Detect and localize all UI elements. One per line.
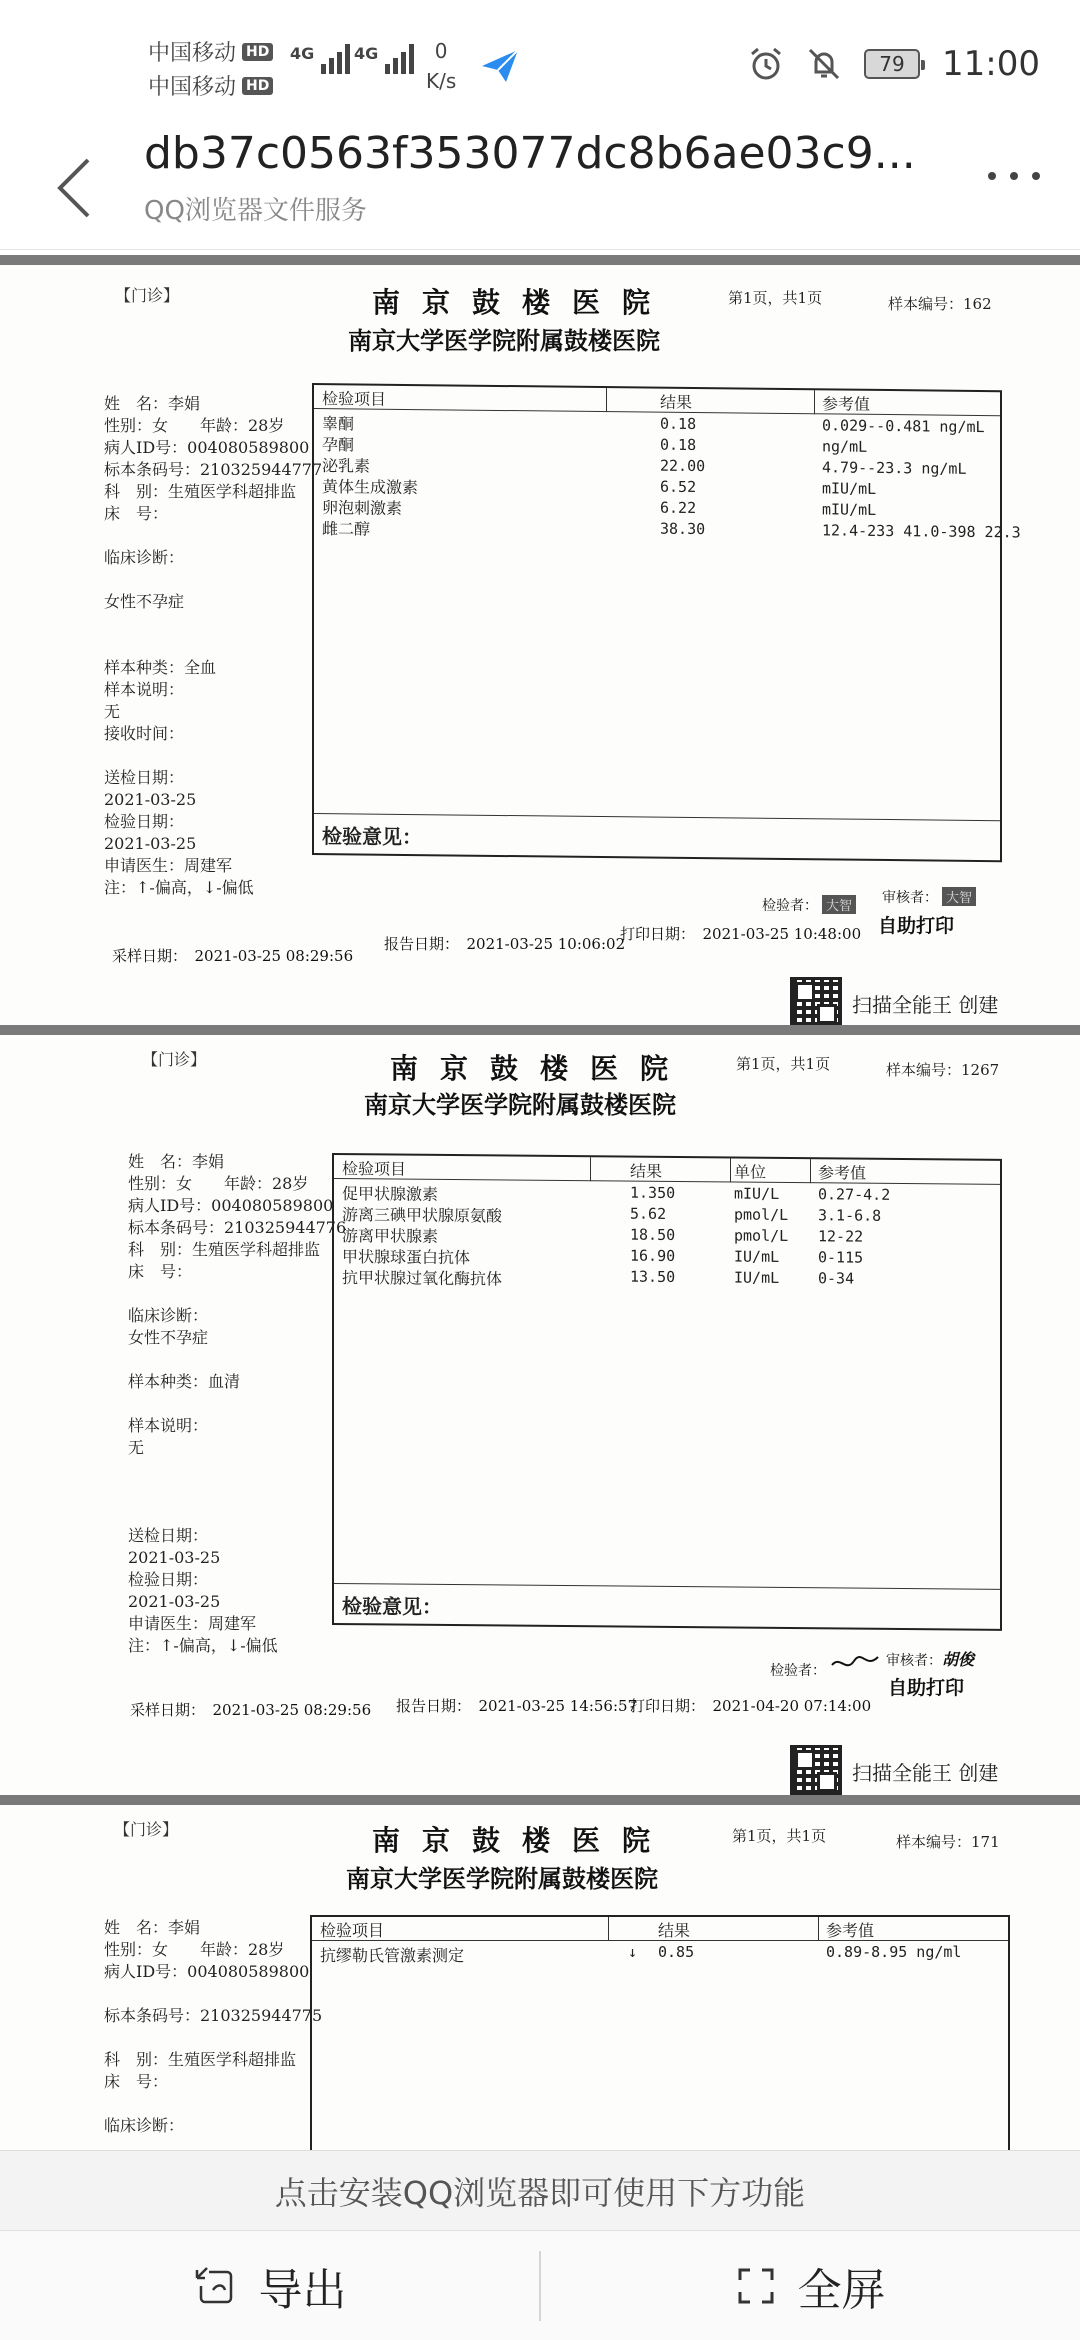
patient-info-line: 病人ID号：004080589800 <box>128 1196 334 1215</box>
patient-info <box>104 393 322 899</box>
result-item: 促甲状腺激素 <box>342 1184 439 1204</box>
network-type-1: 4G <box>290 44 315 63</box>
patient-info-line: 样本说明： <box>128 1416 209 1435</box>
patient-info-line <box>128 1503 346 1525</box>
export-label: 导出 <box>258 2264 347 2316</box>
sample-date: 采样日期： 2021-03-25 08:29:56 <box>130 1701 372 1719</box>
result-result: 16.90 <box>630 1246 676 1265</box>
patient-info-line: 注：↑-偏高，↓-偏低 <box>104 878 254 897</box>
report-page-3 <box>0 1795 1080 2155</box>
fullscreen-label: 全屏 <box>797 2264 886 2316</box>
more-options-icon[interactable] <box>988 172 1040 180</box>
patient-info-line: 临床诊断： <box>128 1306 209 1325</box>
signal-icon-2 <box>354 44 414 74</box>
patient-info-line: 临床诊断： <box>104 2116 185 2135</box>
hospital-full-name: 南京大学医学院附属鼓楼医院 <box>346 1864 658 1893</box>
result-item: 抗缪勒氏管激素测定 <box>320 1946 465 1965</box>
result-ref: 4.79--23.3 ng/mL <box>822 458 967 478</box>
result-item: 游离三碘甲状腺原氨酸 <box>342 1205 503 1226</box>
result-row <box>312 1943 1008 1964</box>
export-button[interactable] <box>0 2231 539 2340</box>
patient-info-line <box>128 1481 346 1503</box>
patient-info-line: 科 别：生殖医学科超排监 <box>104 2050 297 2069</box>
patient-info-line: 2021-03-25 <box>128 1592 221 1611</box>
clock: 11:00 <box>942 44 1040 84</box>
fullscreen-button[interactable] <box>541 2231 1080 2340</box>
alarm-icon <box>748 46 784 82</box>
result-ref: 0.89-8.95 ng/ml <box>826 1943 962 1961</box>
result-result: 0.18 <box>660 414 697 434</box>
patient-info-line: 科 别：生殖医学科超排监 <box>128 1240 321 1259</box>
header-item: 检验项目 <box>320 1921 385 1940</box>
patient-info-line <box>104 613 322 635</box>
result-unit: IU/mL <box>734 1268 780 1287</box>
result-unit: IU/mL <box>734 1247 780 1266</box>
patient-info-line: 2021-03-25 <box>104 790 197 809</box>
report-date: 报告日期： 2021-03-25 10:06:02 <box>384 935 626 953</box>
reviewer-signature <box>886 1647 974 1670</box>
clinic-label: 【门诊】 <box>142 1050 207 1069</box>
result-ref: 12.4-233 41.0-398 22.3 <box>822 521 1021 542</box>
header-ref: 参考值 <box>822 394 871 414</box>
patient-info-line <box>128 1459 346 1481</box>
reviewer-label: 审核者： <box>886 1653 942 1669</box>
patient-info-line: 床 号： <box>104 504 169 523</box>
patient-info <box>128 1151 346 1657</box>
result-item: 睾酮 <box>322 414 355 434</box>
result-ref: 12-22 <box>818 1227 864 1246</box>
patient-info-line: 2021-03-25 <box>104 834 197 853</box>
report-page-2 <box>0 1025 1080 1795</box>
header-result: 结果 <box>630 1161 663 1181</box>
install-banner[interactable] <box>0 2150 1080 2230</box>
signal-icon-1 <box>290 44 350 74</box>
print-date: 打印日期： 2021-03-25 10:48:00 <box>620 925 862 943</box>
patient-info-line: 姓 名：李娟 <box>128 1152 225 1171</box>
send-icon <box>480 48 520 84</box>
patient-info-line: 标本条码号：210325944777 <box>104 460 323 479</box>
speed-value: 0 <box>434 39 448 63</box>
qr-code-icon <box>790 1745 842 1797</box>
handwritten-signature-icon <box>830 1651 880 1675</box>
export-icon <box>193 2264 237 2308</box>
hd-badge-1: HD <box>242 43 273 61</box>
result-result: 5.62 <box>630 1204 667 1223</box>
patient-info-line <box>128 1393 346 1415</box>
hospital-name: 南京鼓楼医院 <box>372 1824 673 1857</box>
speed-unit: K/s <box>426 69 457 93</box>
result-ref: ng/mL <box>822 437 868 456</box>
carrier-1-label: 中国移动 <box>148 41 237 66</box>
carrier-1 <box>148 36 273 67</box>
tester-signature <box>762 895 856 915</box>
patient-info-line <box>104 745 322 767</box>
tester-signature <box>770 1651 880 1680</box>
test-opinion: 检验意见： <box>334 1583 1000 1629</box>
tester-stamp: 大智 <box>822 895 856 914</box>
hd-badge-2: HD <box>242 77 273 95</box>
patient-info-line: 申请医生：周建军 <box>104 856 233 875</box>
patient-info-line: 病人ID号：004080589800 <box>104 438 310 457</box>
patient-info-line: 女性不孕症 <box>128 1328 209 1347</box>
header-ref: 参考值 <box>826 1921 875 1940</box>
result-item: 黄体生成激素 <box>322 477 419 498</box>
patient-info-line: 无 <box>104 702 121 721</box>
result-table <box>312 383 1021 862</box>
result-table <box>332 1153 1002 1631</box>
test-opinion: 检验意见： <box>314 813 1000 860</box>
patient-info-line: 样本种类：全血 <box>104 658 217 677</box>
carrier-2 <box>148 70 273 101</box>
scanner-watermark <box>790 1745 998 1797</box>
document-title: db37c0563f353077dc8b6ae03c9... <box>144 128 916 179</box>
back-arrow-icon[interactable] <box>50 148 100 228</box>
patient-info-line <box>104 2027 322 2049</box>
patient-info-line <box>104 525 322 547</box>
print-date: 打印日期： 2021-04-20 07:14:00 <box>630 1697 872 1715</box>
hospital-full-name: 南京大学医学院附属鼓楼医院 <box>364 1090 676 1119</box>
patient-info-line <box>104 569 322 591</box>
patient-info-line: 样本说明： <box>104 680 185 699</box>
hospital-full-name: 南京大学医学院附属鼓楼医院 <box>348 326 660 355</box>
header-item: 检验项目 <box>322 389 387 409</box>
patient-info-line: 检验日期： <box>104 812 185 831</box>
report-date: 报告日期： 2021-03-25 14:56:57 <box>396 1697 638 1715</box>
self-print-label: 自助打印 <box>888 1677 965 1699</box>
result-item: 雌二醇 <box>322 519 371 539</box>
mute-icon <box>806 46 842 82</box>
patient-info-line <box>104 1983 322 2005</box>
result-item: 孕酮 <box>322 435 355 455</box>
result-result: 38.30 <box>660 519 706 539</box>
scanner-watermark-label: 扫描全能王 创建 <box>852 1760 999 1785</box>
patient-info-line: 性别：女 年龄：28岁 <box>104 416 285 435</box>
sample-date: 采样日期： 2021-03-25 08:29:56 <box>112 947 354 965</box>
header-item: 检验项目 <box>342 1159 407 1179</box>
clinic-label: 【门诊】 <box>115 286 180 305</box>
result-ref: 0-34 <box>818 1269 855 1288</box>
battery-level: 79 <box>879 52 905 76</box>
report-page-1 <box>0 255 1080 1025</box>
result-result: 22.00 <box>660 456 706 476</box>
reviewer-stamp: 大智 <box>942 887 976 906</box>
scanner-watermark <box>790 977 998 1029</box>
reviewer-label: 审核者： <box>882 890 938 906</box>
patient-info-line: 床 号： <box>104 2072 169 2091</box>
battery-indicator <box>864 49 920 79</box>
patient-info-line: 姓 名：李娟 <box>104 394 201 413</box>
carrier-2-label: 中国移动 <box>148 75 237 100</box>
result-ref: mIU/mL <box>822 479 877 498</box>
header-result: 结果 <box>658 1921 691 1940</box>
result-item: 抗甲状腺过氧化酶抗体 <box>342 1268 503 1289</box>
patient-info-line: 姓 名：李娟 <box>104 1918 201 1937</box>
patient-info-line: 科 别：生殖医学科超排监 <box>104 482 297 501</box>
result-result: 6.22 <box>660 498 697 518</box>
document-subtitle: QQ浏览器文件服务 <box>144 196 367 226</box>
patient-info-line: 送检日期： <box>104 768 185 787</box>
network-speed <box>426 36 456 96</box>
hospital-name: 南京鼓楼医院 <box>372 286 673 319</box>
result-result: 13.50 <box>630 1267 676 1286</box>
status-bar <box>0 0 1080 128</box>
page-indicator: 第1页，共1页 <box>732 1827 827 1845</box>
patient-info-line: 病人ID号：004080589800 <box>104 1962 310 1981</box>
result-ref: 0.27-4.2 <box>818 1185 891 1204</box>
tester-label: 检验者： <box>762 898 818 914</box>
result-table-header <box>312 1917 1008 1941</box>
result-table-header <box>334 1155 1000 1185</box>
patient-info-line <box>128 1349 346 1371</box>
patient-info-line <box>104 2093 322 2115</box>
self-print-label: 自助打印 <box>878 915 955 937</box>
result-result: 18.50 <box>630 1225 676 1244</box>
header-unit: 单位 <box>734 1162 767 1182</box>
result-row <box>334 1265 1000 1292</box>
sample-number: 样本编号：1267 <box>886 1061 1000 1079</box>
result-item: 卵泡刺激素 <box>322 498 403 518</box>
header-result: 结果 <box>660 392 693 412</box>
result-item: 甲状腺球蛋白抗体 <box>342 1247 471 1268</box>
page-indicator: 第1页，共1页 <box>736 1055 831 1073</box>
fullscreen-icon <box>736 2266 776 2306</box>
patient-info-line: 性别：女 年龄：28岁 <box>104 1940 285 1959</box>
patient-info-line: 临床诊断： <box>104 548 185 567</box>
result-item: 泌乳素 <box>322 456 371 476</box>
patient-info-line: 无 <box>128 1438 145 1457</box>
patient-info-line: 女性不孕症 <box>104 592 185 611</box>
result-result: 0.85 <box>658 1943 695 1961</box>
sample-number: 样本编号：162 <box>888 295 992 313</box>
result-ref: mIU/mL <box>822 500 877 519</box>
result-flag: ↓ <box>628 1943 638 1961</box>
patient-info-line: 标本条码号：210325944776 <box>128 1218 347 1237</box>
document-viewer[interactable] <box>0 250 1080 2150</box>
patient-info-line: 接收时间： <box>104 724 185 743</box>
patient-info-line: 2021-03-25 <box>128 1548 221 1567</box>
install-banner-text: 点击安装QQ浏览器即可使用下方功能 <box>274 2173 806 2212</box>
result-unit: mIU/L <box>734 1184 780 1203</box>
sample-number: 样本编号：171 <box>896 1833 1000 1851</box>
result-item: 游离甲状腺素 <box>342 1226 439 1246</box>
reviewer-name: 胡俊 <box>942 1650 975 1669</box>
patient-info-line: 性别：女 年龄：28岁 <box>128 1174 309 1193</box>
bottom-action-bar <box>0 2230 1080 2340</box>
reviewer-signature <box>882 887 976 907</box>
patient-info-line: 样本种类：血清 <box>128 1372 241 1391</box>
tester-label: 检验者： <box>770 1663 826 1679</box>
title-bar <box>0 128 1080 250</box>
patient-info-line: 检验日期： <box>128 1570 209 1589</box>
patient-info-line: 注：↑-偏高，↓-偏低 <box>128 1636 278 1655</box>
result-unit: pmol/L <box>734 1205 789 1224</box>
clinic-label: 【门诊】 <box>114 1820 179 1839</box>
network-type-2: 4G <box>354 44 379 63</box>
scanner-watermark-label: 扫描全能王 创建 <box>852 992 999 1017</box>
qr-code-icon <box>790 977 842 1029</box>
result-result: 1.350 <box>630 1183 676 1202</box>
result-ref: 0-115 <box>818 1248 864 1267</box>
patient-info <box>104 1917 322 2181</box>
patient-info-line <box>128 1283 346 1305</box>
result-ref: 0.029--0.481 ng/mL <box>822 416 985 437</box>
patient-info-line: 标本条码号：210325944775 <box>104 2006 323 2025</box>
page-indicator: 第1页，共1页 <box>728 289 823 307</box>
patient-info-line: 申请医生：周建军 <box>128 1614 257 1633</box>
patient-info-line: 送检日期： <box>128 1526 209 1545</box>
result-result: 0.18 <box>660 435 697 455</box>
header-ref: 参考值 <box>818 1163 867 1183</box>
status-right <box>748 44 1040 84</box>
hospital-name: 南京鼓楼医院 <box>390 1052 691 1085</box>
result-ref: 3.1-6.8 <box>818 1206 882 1225</box>
result-unit: pmol/L <box>734 1226 789 1245</box>
patient-info-line: 床 号： <box>128 1262 193 1281</box>
result-result: 6.52 <box>660 477 697 497</box>
patient-info-line <box>104 635 322 657</box>
